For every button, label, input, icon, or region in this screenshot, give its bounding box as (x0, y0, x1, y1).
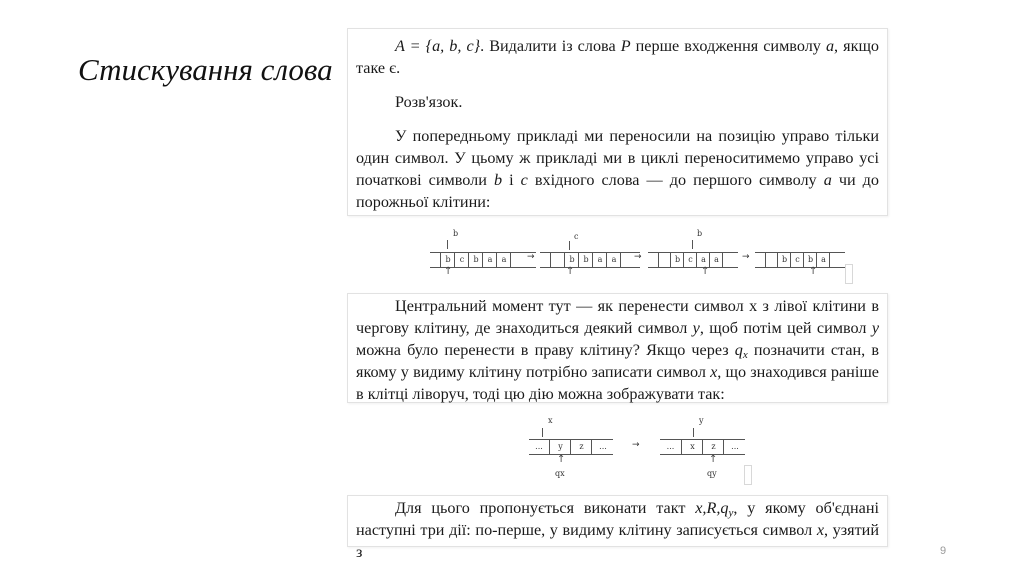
arrow-right-icon: → (742, 252, 750, 262)
tape-label: c (574, 232, 579, 241)
math-alphabet: A = {a, b, c} (395, 37, 481, 55)
solution-paragraph: У попередньому прикладі ми переносили на позицію управо тільки один символ. У цьому ж прикладі ми в циклі переноситимемо управо усі початкові символи b і c вхідного слова — до першого символу a чи до порожньої клітини: (356, 127, 880, 211)
head-marker (447, 240, 448, 249)
image-frame-handle (845, 264, 853, 284)
head-arrow-icon: ↑ (444, 266, 453, 277)
tape: ... y z ... (529, 439, 613, 455)
head-marker (693, 428, 694, 437)
central-moment-paragraph: Центральний момент тут — як перенести символ х з лівої клітини в чергову клітину, де знаходиться деякий символ y, щоб потім цей символ y можна було перенести в праву клітину? Якщо через $q_x$ позначити стан, в якому у видиму клітину потрібно записати символ x, що знаходився раніше в клітці ліворуч, тоді цю дію можна зображувати так: (356, 297, 879, 403)
head-marker (692, 240, 693, 249)
arrow-right-icon: → (634, 252, 642, 262)
tape: b c a a (648, 252, 738, 268)
head-marker (542, 428, 543, 437)
tape-label: x (548, 416, 553, 425)
arrow-right-icon: → (527, 252, 535, 262)
problem-statement: A = {a, b, c}. Видалити із слова P перше входження символу a, якщо таке є. (356, 37, 880, 77)
page-number: 9 (940, 545, 947, 557)
text-box-problem (347, 28, 888, 216)
text-box-tact (347, 495, 888, 561)
head-arrow-icon: ↑ (566, 266, 575, 277)
slide-title: Стискування слова (78, 52, 333, 87)
text-box-central-moment (347, 293, 888, 403)
solution-heading: Розв'язок. (395, 93, 463, 111)
state-label: qy (707, 469, 717, 478)
tact-paragraph: Для цього пропонується виконати такт $x,R,q_y$, у якому об'єднані наступні три дії: по-перше, у видиму клітину записується символ x, узятий з (356, 499, 879, 561)
tape: ... x z ... (660, 439, 745, 455)
tape-label: b (453, 229, 459, 238)
image-frame-handle (744, 465, 752, 485)
head-arrow-icon: ↑ (709, 454, 718, 465)
head-arrow-icon: ↑ (809, 266, 818, 277)
state-label: qx (555, 469, 565, 478)
tape-label: b (697, 229, 703, 238)
head-arrow-icon: ↑ (557, 454, 566, 465)
tape: b b a a (540, 252, 640, 268)
tape: b c b a a (430, 252, 536, 268)
head-arrow-icon: ↑ (701, 266, 710, 277)
head-marker (569, 241, 570, 250)
arrow-right-icon: → (632, 440, 640, 450)
tape: b c b a (755, 252, 845, 268)
tape-label: y (699, 416, 704, 425)
